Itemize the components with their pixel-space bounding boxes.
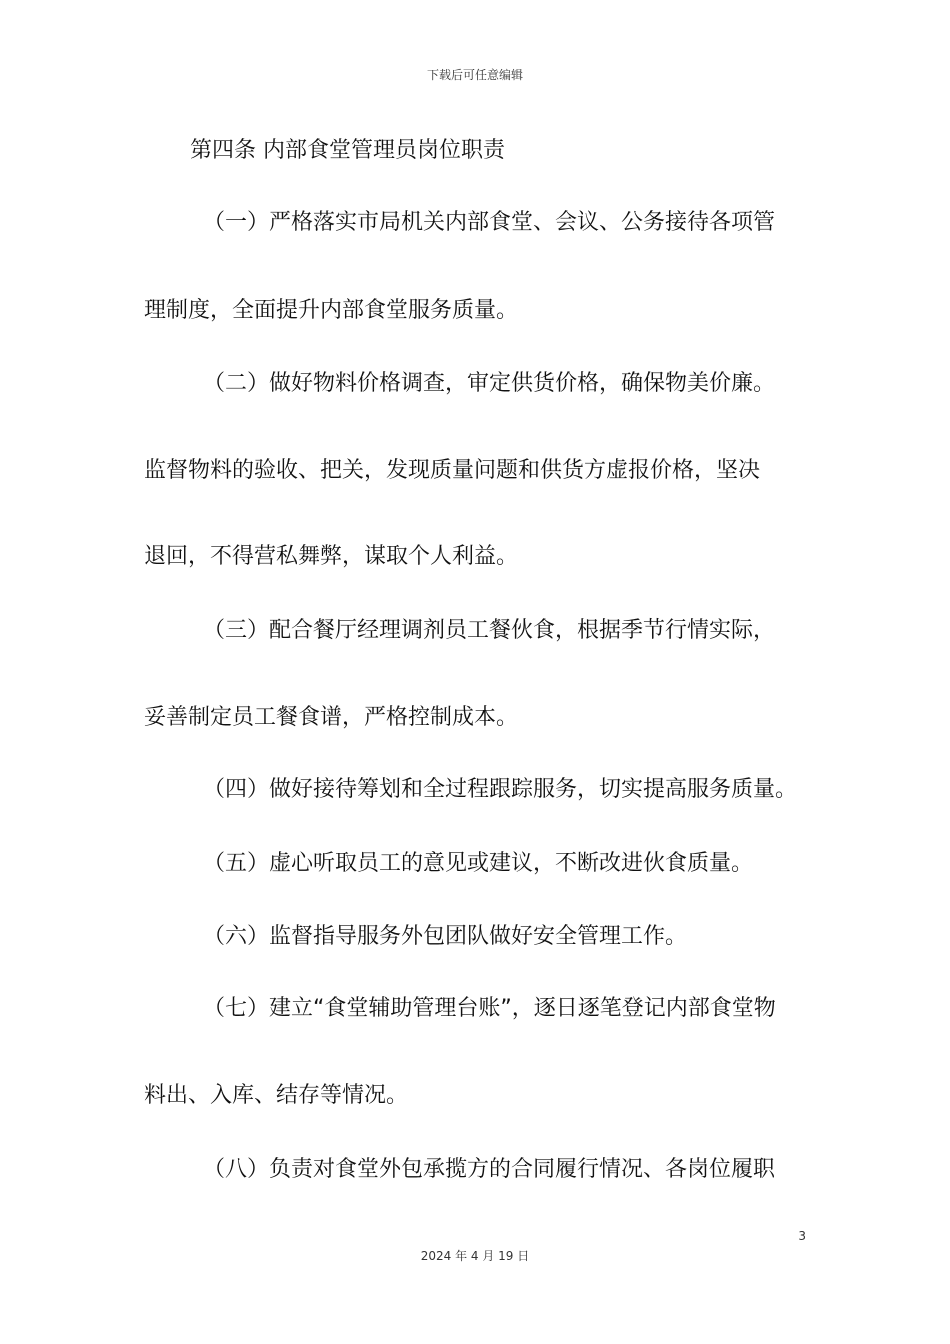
paragraph-line: 监督物料的验收、把关，发现质量问题和供货方虚报价格，坚决 bbox=[144, 458, 761, 483]
paragraph-line: （七）建立“食堂辅助管理台账”，逐日逐笔登记内部食堂物 bbox=[203, 996, 776, 1021]
paragraph-line: （一）严格落实市局机关内部食堂、会议、公务接待各项管 bbox=[203, 210, 776, 235]
paragraph-line: （六）监督指导服务外包团队做好安全管理工作。 bbox=[203, 924, 688, 949]
paragraph-line: 退回，不得营私舞弊，谋取个人利益。 bbox=[144, 544, 519, 569]
footer-date: 2024 年 4 月 19 日 bbox=[420, 1249, 530, 1263]
page-number: 3 bbox=[798, 1229, 806, 1243]
page-header: 下载后可任意编辑 bbox=[426, 68, 523, 82]
paragraph-line: （三）配合餐厅经理调剂员工餐伙食，根据季节行情实际， bbox=[203, 618, 776, 643]
paragraph-line: 理制度，全面提升内部食堂服务质量。 bbox=[144, 298, 519, 323]
paragraph-line: （二）做好物料价格调查，审定供货价格，确保物美价廉。 bbox=[203, 371, 776, 396]
paragraph-line: 料出、入库、结存等情况。 bbox=[144, 1083, 409, 1108]
paragraph-line: （八）负责对食堂外包承揽方的合同履行情况、各岗位履职 bbox=[203, 1157, 776, 1182]
paragraph-line: （五）虚心听取员工的意见或建议，不断改进伙食质量。 bbox=[203, 851, 754, 876]
paragraph-line: （四）做好接待筹划和全过程跟踪服务，切实提高服务质量。 bbox=[203, 777, 798, 802]
paragraph-line: 妥善制定员工餐食谱，严格控制成本。 bbox=[144, 705, 519, 730]
article-title: 第四条 内部食堂管理员岗位职责 bbox=[190, 138, 505, 163]
